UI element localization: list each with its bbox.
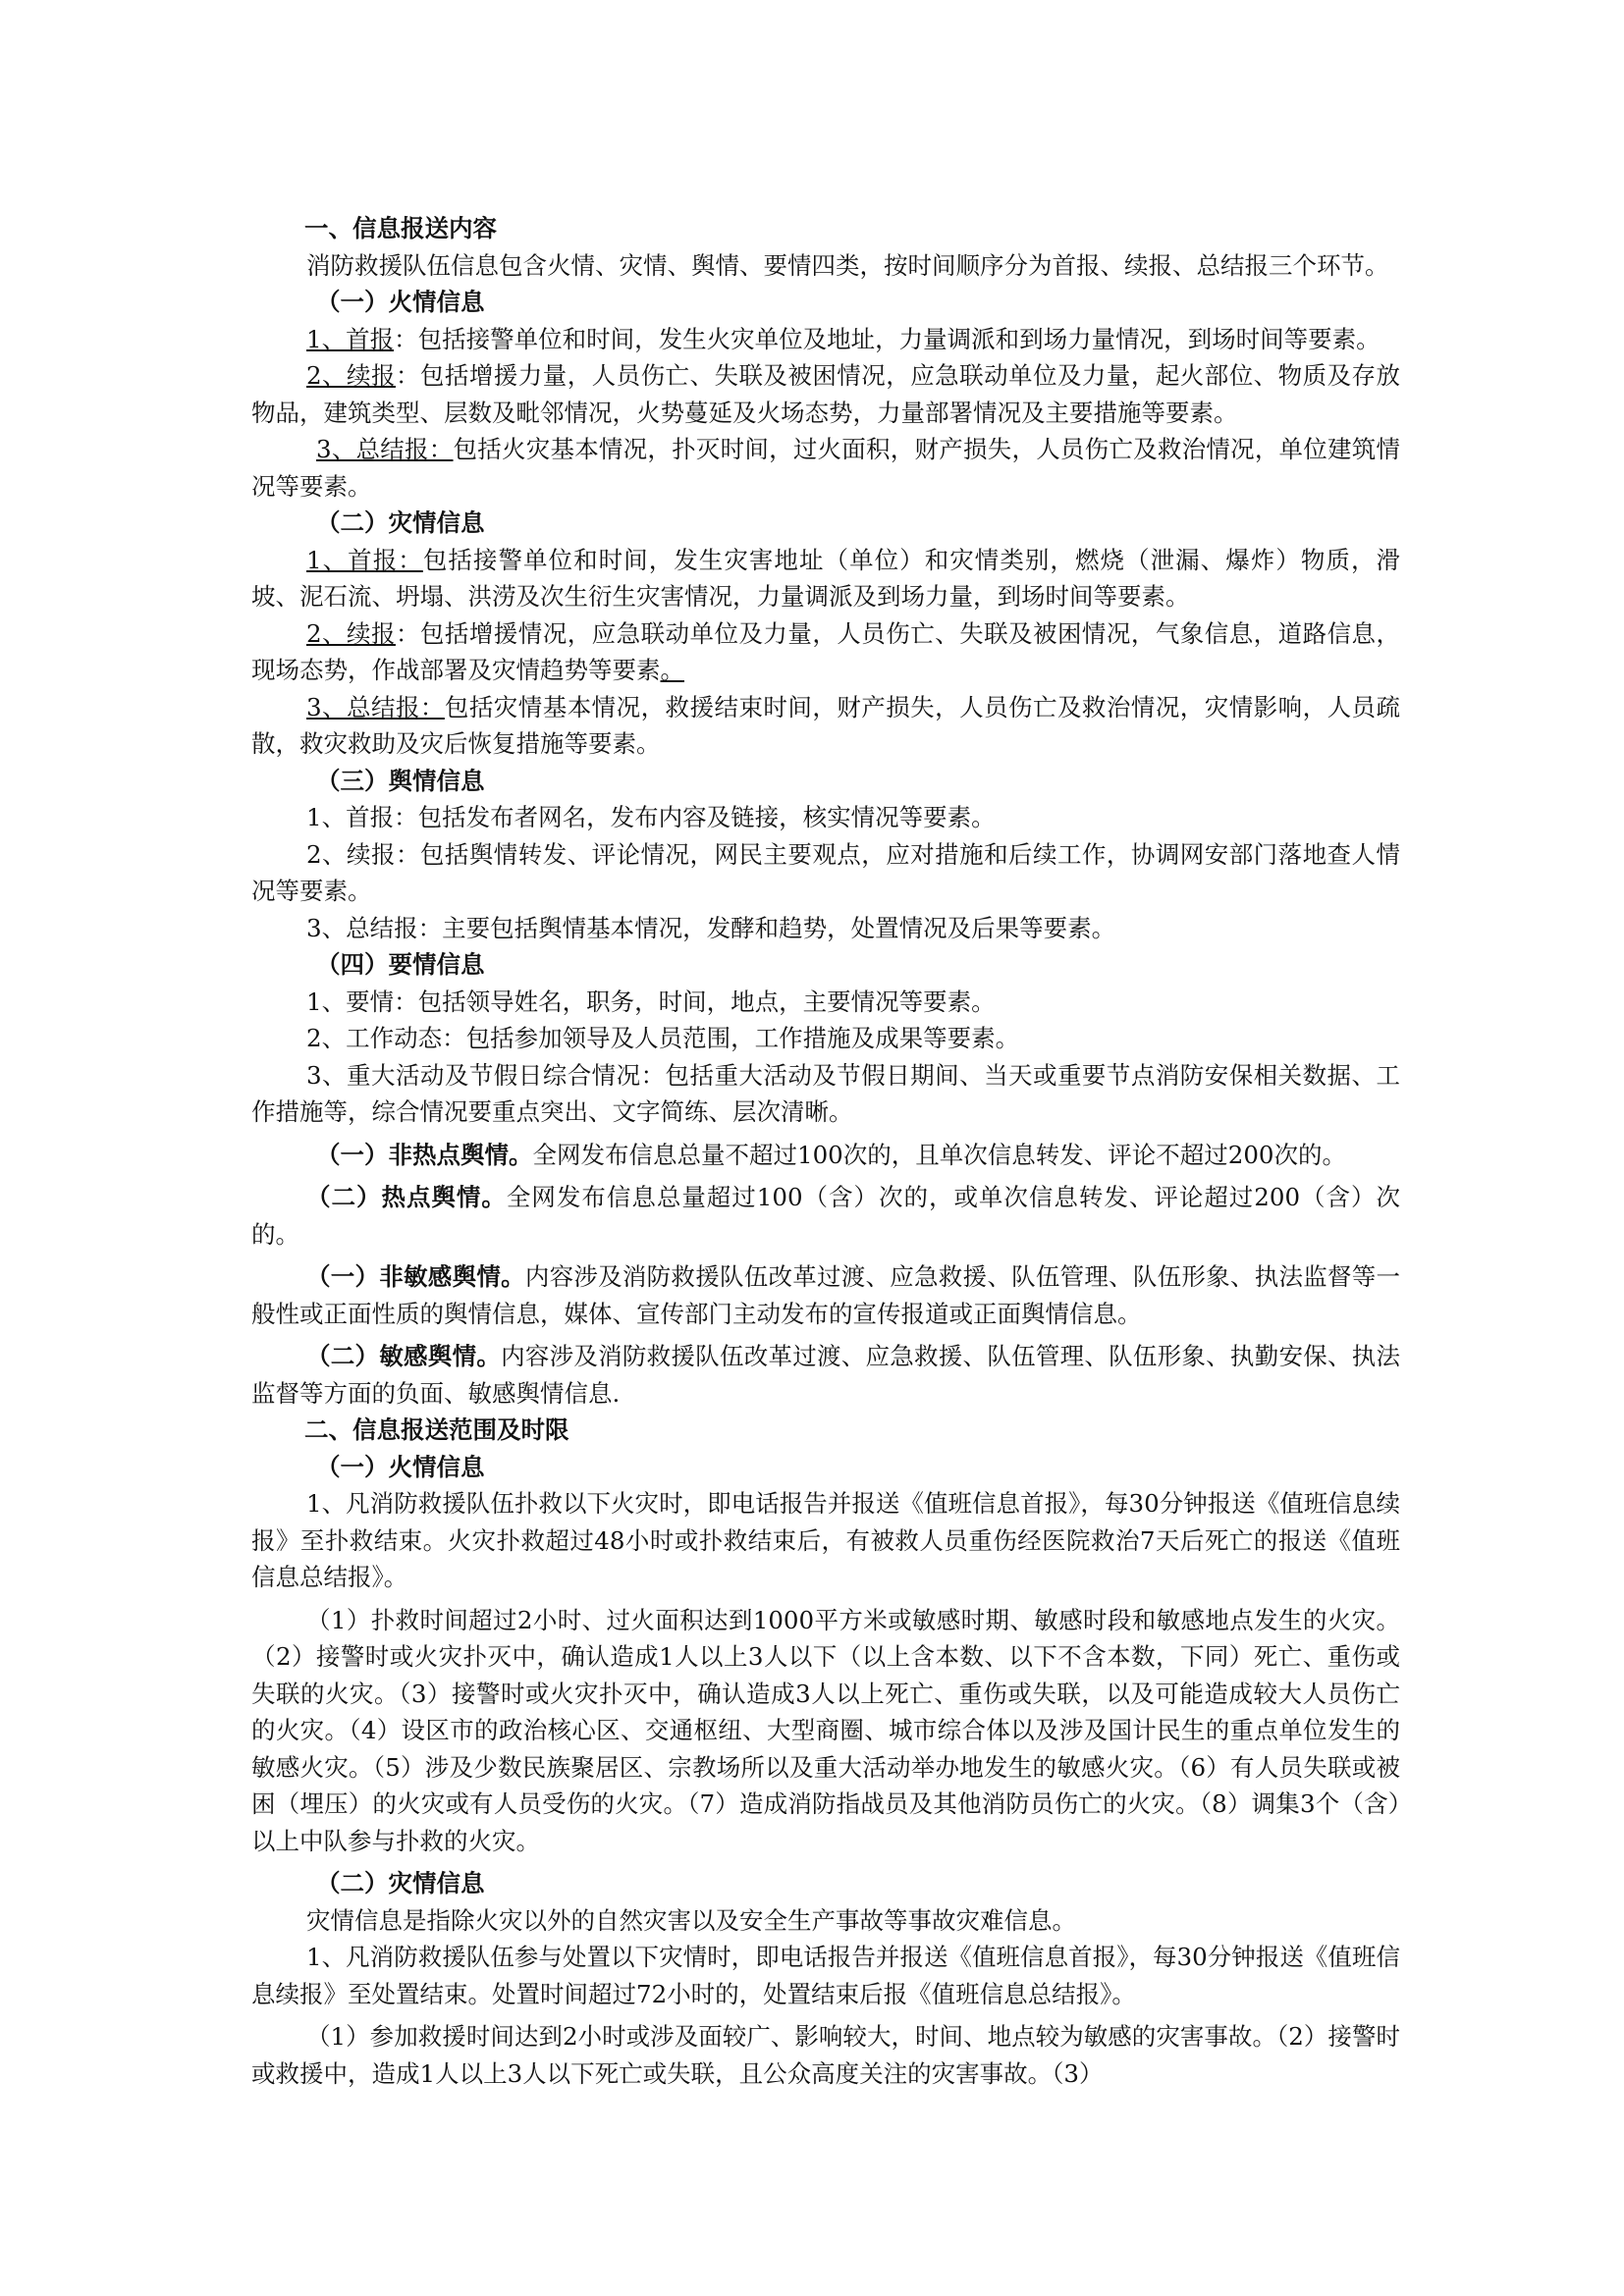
opinion-class-non-hot-label: （一）非热点舆情。: [316, 1140, 533, 1169]
opinion-class-non-sensitive-text: 内容涉及消防救援队伍改革过渡、应急救援、队伍管理、队伍形象、执法监督等一般性或正面性质的舆情信息，媒体、宣传部门主动发布的宣传报道或正面舆情信息。: [251, 1262, 1401, 1328]
fire-scope-criteria: （1）扑救时间超过2小时、过火面积达到1000平方米或敏感时期、敏感时段和敏感地点发生的火灾。（2）接警时或火灾扑灭中，确认造成1人以上3人以下（以上含本数、以下不含本数，下同）死亡、重伤或失联的火灾。（3）接警时或火灾扑灭中，确认造成3人以上死亡、重伤或失联，以及可能造成较大人员伤亡的火灾。（4）设区市的政治核心区、交通枢纽、大型商圈、城市综合体以及涉及国计民生的重点单位发生的敏感火灾。（5）涉及少数民族聚居区、宗教场所以及重大活动举办地发生的敏感火灾。（6）有人员失联或被困（埋压）的火灾或有人员受伤的火灾。（7）造成消防指战员及其他消防员伤亡的火灾。（8）调集3个（含）以上中队参与扑救的火灾。: [251, 1605, 1400, 1855]
opinion-first-report: 1、首报：包括发布者网名，发布内容及链接，核实情况等要素。: [306, 803, 996, 831]
fire-summary-report-label: 3、总结报：: [316, 435, 454, 463]
disaster-first-report-label: 1、首报：: [306, 545, 423, 574]
fire-scope-paragraph: 1、凡消防救援队伍扑救以下火灾时，即电话报告并报送《值班信息首报》，每30分钟报送《值班信息续报》至扑救结束。火灾扑救超过48小时或扑救结束后，有被救人员重伤经医院救治7天后死亡的报送《值班信息总结报》。: [251, 1489, 1400, 1591]
opinion-summary-report: 3、总结报：主要包括舆情基本情况，发酵和趋势，处置情况及后果等要素。: [306, 913, 1116, 942]
section-heading-report-content: 一、信息报送内容: [304, 214, 497, 242]
fire-follow-report-label: 2、续报: [306, 361, 396, 390]
opinion-class-sensitive: [251, 1338, 1400, 1412]
fire-first-report-text: ：包括接警单位和时间，发生火灾单位及地址，力量调派和到场力量情况，到场时间等要素。: [394, 324, 1380, 353]
fire-follow-report: [251, 357, 1400, 431]
fire-follow-report-text: ：包括增援力量，人员伤亡、失联及被困情况，应急联动单位及力量，起火部位、物质及存放物品，建筑类型、层数及毗邻情况，火势蔓延及火场态势，力量部署情况及主要措施等要素。: [251, 361, 1400, 427]
fire-first-report-label: 1、首报: [306, 324, 395, 353]
fire-summary-report-text: 包括火灾基本情况，扑灭时间，过火面积，财产损失，人员伤亡及救治情况，单位建筑情况等要素。: [251, 435, 1400, 501]
subheading-fire-scope: （一）火情信息: [316, 1452, 485, 1481]
key-info-leaders: 1、要情：包括领导姓名，职务，时间，地点，主要情况等要素。: [306, 987, 996, 1016]
fire-summary-report: [251, 431, 1400, 505]
disaster-summary-report-label: 3、总结报：: [306, 692, 445, 721]
subheading-fire-info: （一）火情信息: [316, 288, 485, 316]
opinion-class-hot-text: 全网发布信息总量超过100（含）次的，或单次信息转发、评论超过200（含）次的。: [251, 1183, 1401, 1249]
disaster-summary-report: [251, 689, 1400, 763]
key-info-major-events: 3、重大活动及节假日综合情况：包括重大活动及节假日期间、当天或重要节点消防安保相关数据、工作措施等，综合情况要重点突出、文字简练、层次清晰。: [251, 1060, 1400, 1126]
opinion-class-non-hot-text: 全网发布信息总量不超过100次的，且单次信息转发、评论不超过200次的。: [532, 1140, 1347, 1169]
key-info-work-trends: 2、工作动态：包括参加领导及人员范围，工作措施及成果等要素。: [306, 1024, 1020, 1052]
intro-paragraph: 消防救援队伍信息包含火情、灾情、舆情、要情四类，按时间顺序分为首报、续报、总结报三个环节。: [306, 250, 1389, 280]
disaster-follow-report: [251, 615, 1400, 689]
opinion-class-sensitive-label: （二）敏感舆情。: [306, 1342, 502, 1370]
fire-first-report: [251, 321, 1400, 358]
disaster-scope-paragraph: 1、凡消防救援队伍参与处置以下灾情时，即电话报告并报送《值班信息首报》，每30分钟报送《值班信息续报》至处置结束。处置时间超过72小时的，处置结束后报《值班信息总结报》。: [251, 1943, 1400, 2008]
opinion-class-hot: [251, 1179, 1400, 1253]
disaster-follow-report-tail: 。: [660, 656, 684, 684]
opinion-class-hot-label: （二）热点舆情。: [306, 1183, 507, 1211]
disaster-first-report: [251, 542, 1400, 615]
disaster-first-report-text: 包括接警单位和时间，发生灾害地址（单位）和灾情类别，燃烧（泄漏、爆炸）物质，滑坡、泥石流、坍塌、洪涝及次生衍生灾害情况，力量调派及到场力量，到场时间等要素。: [251, 545, 1400, 611]
subheading-disaster-scope: （二）灾情信息: [316, 1869, 485, 1897]
disaster-summary-report-text: 包括灾情基本情况，救援结束时间，财产损失，人员伤亡及救治情况，灾情影响，人员疏散，救灾救助及灾后恢复措施等要素。: [251, 692, 1400, 758]
disaster-definition: 灾情信息是指除火灾以外的自然灾害以及安全生产事故等事故灾难信息。: [306, 1905, 1076, 1935]
disaster-follow-report-label: 2、续报: [306, 618, 396, 648]
section-heading-scope-and-deadline: 二、信息报送范围及时限: [304, 1415, 569, 1444]
opinion-class-non-hot: [251, 1137, 1400, 1174]
disaster-follow-report-text: ：包括增援情况，应急联动单位及力量，人员伤亡、失联及被困情况，气象信息，道路信息，现场态势，作战部署及灾情趋势等要素: [251, 618, 1400, 684]
opinion-class-non-sensitive-label: （一）非敏感舆情。: [306, 1262, 525, 1291]
document-page: [251, 210, 1400, 2092]
subheading-disaster-info: （二）灾情信息: [316, 508, 485, 537]
subheading-opinion-info: （三）舆情信息: [316, 766, 485, 795]
opinion-class-sensitive-text: 内容涉及消防救援队伍改革过渡、应急救援、队伍管理、队伍形象、执勤安保、执法监督等方面的负面、敏感舆情信息.: [251, 1342, 1400, 1408]
disaster-scope-criteria: （1）参加救援时间达到2小时或涉及面较广、影响较大，时间、地点较为敏感的灾害事故。（2）接警时或救援中，造成1人以上3人以下死亡或失联，且公众高度关注的灾害事故。（3）: [251, 2022, 1400, 2088]
subheading-key-info: （四）要情信息: [316, 950, 485, 979]
opinion-follow-report: 2、续报：包括舆情转发、评论情况，网民主要观点，应对措施和后续工作，协调网安部门落地查人情况等要素。: [251, 839, 1400, 905]
opinion-class-non-sensitive: [251, 1258, 1400, 1332]
